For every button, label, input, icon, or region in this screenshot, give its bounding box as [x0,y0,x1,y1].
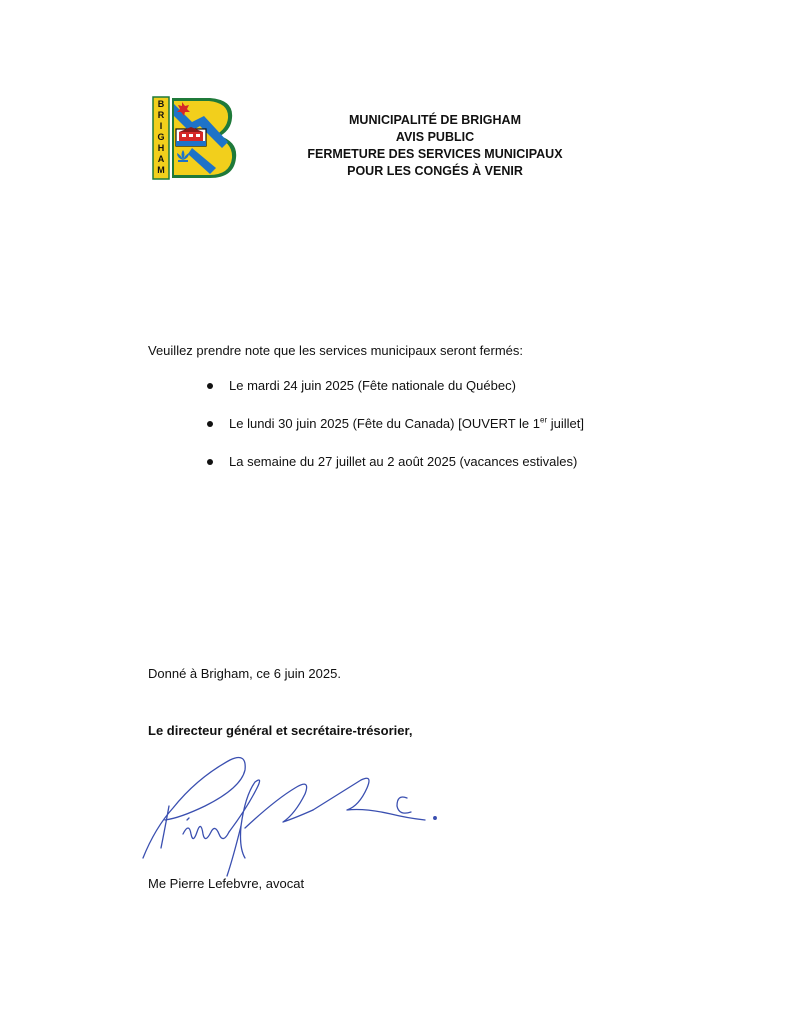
list-item [205,414,584,434]
bullet-icon [207,383,213,389]
header-subject: FERMETURE DES SERVICES MUNICIPAUX [307,147,563,161]
svg-text:H: H [157,143,165,153]
svg-text:A: A [157,154,165,164]
intro-text: Veuillez prendre note que les services municipaux seront fermés: [148,343,524,358]
signatory-title: Le directeur général et secrétaire-trésorier, [148,723,413,738]
svg-text:I: I [159,121,163,131]
header-subject-continued: POUR LES CONGÉS À VENIR [347,164,523,178]
bullet-icon [207,459,213,465]
handwritten-signature [135,748,455,883]
closure-list [205,376,584,490]
svg-text:B: B [157,99,165,109]
list-item-text: La semaine du 27 juillet au 2 août 2025 (vacances estivales) [229,454,578,469]
svg-text:G: G [157,132,165,142]
brigham-logo [152,96,240,180]
given-date: Donné à Brigham, ce 6 juin 2025. [148,666,341,681]
notice-header [290,112,580,180]
signature-icon [135,748,455,883]
svg-text:R: R [157,110,165,120]
signatory-name: Me Pierre Lefebvre, avocat [148,876,305,891]
header-notice-type: AVIS PUBLIC [395,130,475,144]
svg-text:M: M [157,165,165,175]
list-item-text-start: Le lundi 30 juin 2025 (Fête du Canada) [OUVERT le 1 [229,416,540,431]
list-item-text-end: juillet] [547,416,584,431]
list-item-superscript: er [540,415,548,425]
bullet-icon [207,421,213,427]
brigham-logo-icon [152,96,240,180]
list-item [205,452,584,472]
list-item-text: Le mardi 24 juin 2025 (Fête nationale du Québec) [229,378,516,393]
list-item [205,376,584,396]
header-municipality: MUNICIPALITÉ DE BRIGHAM [349,113,521,127]
